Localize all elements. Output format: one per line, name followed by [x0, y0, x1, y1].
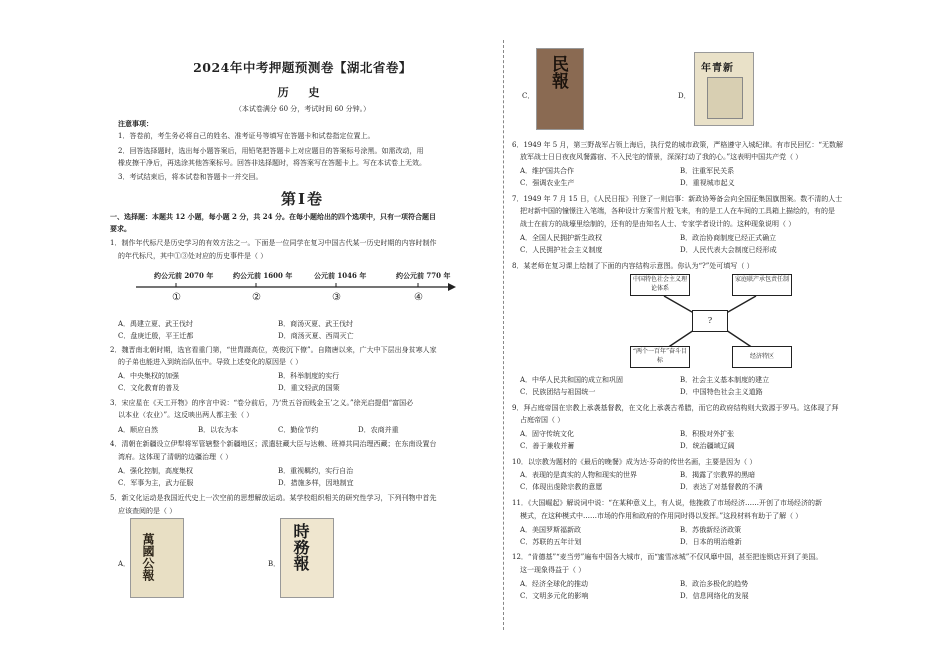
q11-option-a[interactable]: A．美国罗斯福新政	[520, 526, 582, 534]
q6-option-b[interactable]: B．注重军民关系	[680, 167, 735, 175]
exam-info: （本试卷满分 60 分，考试时间 60 分钟。）	[234, 105, 371, 113]
timeline-label-1: 约公元前 2070 年	[154, 271, 214, 280]
q7-option-b[interactable]: B．政治协商制度已经正式确立	[680, 234, 777, 242]
shiwubao-title: 時務報	[291, 523, 310, 571]
diagram-box-sez: 经济特区	[732, 346, 792, 368]
q4-option-b[interactable]: B．重视羁约，实行自治	[278, 467, 354, 475]
q8-option-a[interactable]: A．中华人民共和国的成立和巩固	[520, 376, 624, 384]
q1-option-a[interactable]: A．禹建立夏、武王伐纣	[118, 320, 194, 328]
q3-option-b[interactable]: B．以农为本	[198, 426, 239, 434]
timeline-label-3: 公元前 1046 年	[314, 271, 367, 280]
q11-stem: 11．《大国崛起》解说词中说：“在某种意义上，有人说，他挽救了市场经济……开创了市场经济的新	[512, 499, 822, 507]
q5-option-c-label[interactable]: C．	[522, 92, 535, 100]
timeline-mark-3: ③	[332, 292, 341, 303]
q4-option-a[interactable]: A．强化控制，高度集权	[118, 467, 194, 475]
q10-stem: 10．以宗教为题材的《最后的晚餐》成为达·芬奇的传世名画，主要是因为（ ）	[512, 458, 757, 466]
q7-stem-cont-2: 战士在前方的战壕里绘制的，还有的是由知名人士、专家学者设计的。这种现象说明（ ）	[520, 220, 796, 228]
note-3: 3．考试结束后，将本试卷和答题卡一并交回。	[118, 173, 263, 181]
q2-option-c[interactable]: C．文化教育的普及	[118, 384, 180, 393]
q12-option-b[interactable]: B．政治多极化的趋势	[680, 580, 749, 588]
q10-options	[520, 469, 840, 493]
timeline-ruler	[136, 270, 456, 310]
q5-option-b-label[interactable]: B．	[268, 560, 281, 568]
page-title: 2024年中考押题预测卷【湖北省卷】	[193, 60, 412, 75]
q3-option-c[interactable]: C．勤俭节约	[278, 426, 319, 434]
q8-option-d[interactable]: D．中国特色社会主义道路	[680, 388, 763, 397]
column-divider	[503, 40, 504, 630]
q9-option-c[interactable]: C．善于兼收并蓄	[520, 442, 575, 451]
timeline-mark-4: ④	[414, 292, 423, 303]
q7-stem: 7．1949 年 7 月 15 日，《人民日报》刊登了一则启事：新政协筹备会向全国征集国旗图案。数不清的人士	[512, 195, 843, 203]
diagram-box-theory: 中国特色社会主义理论体系	[630, 274, 690, 296]
shiwubao-image	[280, 518, 334, 598]
q7-option-c[interactable]: C．人民拥护社会主义制度	[520, 246, 603, 255]
notes-title: 注意事项：	[118, 119, 153, 128]
timeline-mark-1: ①	[172, 292, 181, 303]
diagram-box-center: ?	[692, 310, 728, 332]
q10-option-d[interactable]: D．表达了对基督教的不满	[680, 483, 763, 492]
q7-option-a[interactable]: A．全国人民拥护新生政权	[520, 234, 603, 242]
q9-stem-cont: 占庭帝国（ ）	[520, 416, 565, 424]
q11-option-c[interactable]: C．苏联的五年计划	[520, 538, 582, 547]
q1-stem-cont: 的年代标尺，其中①③处对应的历史事件是（ ）	[118, 252, 268, 260]
q11-stem-cont: 模式，在这种模式中……市场的作用和政府的作用同时得以发挥。”这段材料有助于了解（ ）	[520, 512, 803, 520]
q7-stem-cont-1: 把对新中国的憧憬注入笔端，各种设计方案雪片般飞来，有的是工人在车间的工具箱上描绘的，有的是	[520, 207, 835, 215]
q1-option-b[interactable]: B．商汤灭夏、武王伐纣	[278, 320, 354, 328]
q7-option-d[interactable]: D．人民代表大会制度已经形成	[680, 246, 777, 255]
subject-title: 历 史	[277, 86, 328, 99]
minbao-title: 民報	[548, 55, 568, 89]
q10-option-b[interactable]: B．揭露了宗教界的黑暗	[680, 471, 756, 479]
q2-option-d[interactable]: D．重文轻武的国策	[278, 384, 340, 393]
q9-option-a[interactable]: A．固守传统文化	[520, 430, 575, 438]
q2-stem: 2．魏晋南北朝时期，选官看重门第，“世胄蹑高位，英俊沉下僚”。自隋唐以来，广大中下层出身贫寒人家	[110, 346, 437, 354]
q2-options	[118, 370, 438, 394]
wanguo-gongbao-image	[130, 518, 184, 598]
q11-options	[520, 524, 840, 548]
q11-option-d[interactable]: D．日本的明治维新	[680, 538, 742, 547]
q12-options	[520, 578, 840, 602]
q3-option-a[interactable]: A．顺应自然	[118, 426, 159, 434]
q3-stem-cont: 以本业（农业）”。这反映出两人都主张（ ）	[118, 411, 254, 419]
section-instruction: 一、选择题：本题共 12 小题，每小题 2 分，共 24 分。在每小题给出的四个选项中，只有一项符合题目	[110, 212, 436, 221]
xinqingnian-image	[694, 52, 754, 126]
q9-option-b[interactable]: B．积极对外扩张	[680, 430, 735, 438]
q12-option-c[interactable]: C．文明多元化的影响	[520, 592, 589, 601]
q8-stem: 8．某老师在复习课上绘制了下面的内容结构示意图。你认为“?”处可填写（ ）	[512, 262, 754, 270]
xinqingnian-title: 年青新	[701, 63, 734, 74]
q12-option-d[interactable]: D．信息网络化的发展	[680, 592, 749, 601]
q5-stem: 5．新文化运动是我国近代史上一次空前的思想解放运动。某学校组织相关的研究性学习，下列刊物中首先	[110, 494, 437, 502]
q5-stem-cont: 应该查阅的是（ ）	[118, 507, 177, 515]
part-title: 第Ⅰ卷	[280, 190, 325, 208]
timeline-mark-2: ②	[252, 292, 261, 303]
q8-option-b[interactable]: B．社会主义基本制度的建立	[680, 376, 770, 384]
q6-option-a[interactable]: A．维护国共合作	[520, 167, 575, 175]
q4-option-c[interactable]: C．军事为主，武力征服	[118, 479, 194, 488]
q4-stem: 4．清朝在新疆设立伊犁将军管辖整个新疆地区；派遣驻藏大臣与达赖、班禅共同治理西藏；在东南设置台	[110, 440, 437, 448]
q5-option-a-label[interactable]: A．	[118, 560, 131, 568]
timeline-label-2: 约公元前 1600 年	[233, 271, 293, 280]
note-2-cont: 橡皮擦干净后，再选涂其他答案标号。回答非选择题时，将答案写在答题卡上。写在本试卷上无效。	[118, 159, 426, 167]
timeline-label-4: 约公元前 770 年	[396, 271, 451, 280]
q1-options	[118, 318, 438, 342]
q1-option-c[interactable]: C．盘庚迁殷，平王迁都	[118, 332, 194, 341]
wanguo-gongbao-title: 萬國公報	[141, 533, 155, 581]
q12-stem: 12．“肯德基”“麦当劳”遍布中国各大城市，而“蜜雪冰城”不仅风靡中国，甚至把连锁店开到了美国。	[512, 553, 823, 561]
q8-options	[520, 374, 840, 398]
q8-option-c[interactable]: C．民族团结与祖国统一	[520, 388, 596, 397]
q3-options	[118, 424, 438, 436]
q12-option-a[interactable]: A．经济全球化的推动	[520, 580, 589, 588]
section-instruction-cont: 要求。	[110, 224, 131, 233]
q4-options	[118, 465, 438, 489]
q9-option-d[interactable]: D．统治疆域辽阔	[680, 442, 735, 451]
q1-stem: 1．制作年代标尺是历史学习的有效方法之一。下面是一位同学在复习中国古代某一历史时期的内容时制作	[110, 239, 437, 247]
q2-option-b[interactable]: B．科举制度的实行	[278, 372, 340, 380]
q10-option-c[interactable]: C．体现出虔除宗教的意愿	[520, 483, 603, 492]
q4-stem-cont: 湾府。这体现了清朝的边疆治理（ ）	[118, 453, 233, 461]
q9-stem: 9．拜占庭帝国在宗教上承袭基督教，在文化上承袭古希腊，而它的政府结构则大致源于罗马。这体现了拜	[512, 404, 839, 412]
q1-option-d[interactable]: D．商汤灭夏、西周灭亡	[278, 332, 354, 341]
q6-options	[520, 165, 840, 189]
q3-option-d[interactable]: D．农商并重	[358, 426, 399, 434]
q10-option-a[interactable]: A．表现的是真实的人物和现实的世界	[520, 471, 638, 479]
q5-option-d-label[interactable]: D．	[678, 92, 691, 100]
q6-option-c[interactable]: C．强调农业生产	[520, 179, 575, 188]
q8-structure-diagram	[630, 274, 790, 368]
q2-stem-cont: 的子弟也能进入到统治队伍中。导致上述变化的原因是（ ）	[118, 358, 303, 366]
minbao-image	[536, 48, 584, 130]
note-2: 2．回答选择题时，选出每小题答案后，用铅笔把答题卡上对应题目的答案标号涂黑。如需改动，用	[118, 147, 424, 155]
xinqingnian-cover-art	[707, 77, 743, 119]
q6-stem-cont: 放军战士日日夜夜风餐露宿、不入民宅的情景，深深打动了我的心。”这表明中国共产党（ ）	[520, 153, 803, 161]
diagram-box-two-centenary-goals: “两个一百年”奋斗目标	[630, 346, 690, 368]
q4-option-d[interactable]: D．措施多样，因地制宜	[278, 479, 354, 488]
note-1: 1．答卷前，考生务必将自己的姓名、准考证号等填写在答题卡和试卷指定位置上。	[118, 132, 375, 140]
timeline-axis	[136, 282, 456, 292]
q2-option-a[interactable]: A．中央集权的加强	[118, 372, 180, 380]
q6-option-d[interactable]: D．重视城市起义	[680, 179, 735, 188]
q9-options	[520, 428, 840, 452]
q7-options	[520, 232, 840, 256]
q11-option-b[interactable]: B．苏俄新经济政策	[680, 526, 742, 534]
diagram-box-household-responsibility: 家庭联产承包责任制	[732, 274, 792, 296]
q12-stem-cont: 这一现象得益于（ ）	[520, 566, 586, 574]
q6-stem: 6．1949 年 5 月，第三野战军占领上海后，执行党的城市政策，严格遵守入城纪律。有市民回忆：“无数解	[512, 141, 843, 149]
q3-stem: 3．宋应星在《天工开物》的序言中说：“卷分前后，乃‘贵五谷而贱金玉’之义。”徐光启提倡“富国必	[110, 399, 414, 407]
